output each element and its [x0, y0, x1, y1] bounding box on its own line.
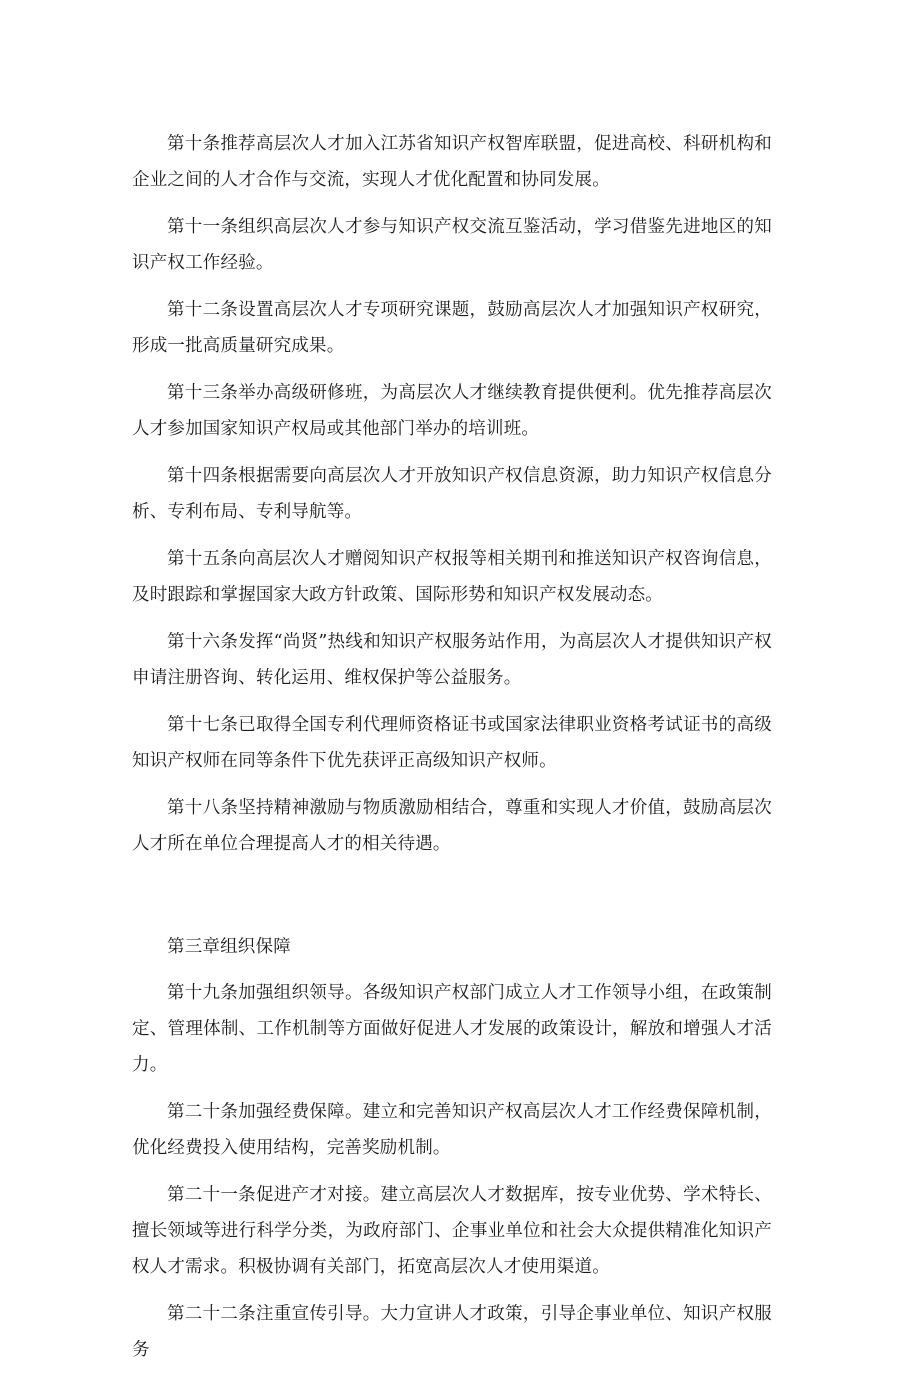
- article-12: 第十二条设置高层次人才专项研究课题，鼓励高层次人才加强知识产权研究，形成一批高质量研究成果。: [132, 300, 772, 356]
- article-16: 第十六条发挥“尚贤”热线和知识产权服务站作用，为高层次人才提供知识产权申请注册咨询、转化运用、维权保护等公益服务。: [132, 632, 772, 688]
- article-11: 第十一条组织高层次人才参与知识产权交流互鉴活动，学习借鉴先进地区的知识产权工作经验。: [132, 217, 772, 273]
- article-14: 第十四条根据需要向高层次人才开放知识产权信息资源，助力知识产权信息分析、专利布局、专利导航等。: [132, 466, 772, 522]
- article-22: 第二十二条注重宣传引导。大力宣讲人才政策，引导企事业单位、知识产权服务: [132, 1304, 772, 1360]
- article-10: 第十条推荐高层次人才加入江苏省知识产权智库联盟，促进高校、科研机构和企业之间的人才合作与交流，实现人才优化配置和协同发展。: [132, 134, 772, 190]
- article-17: 第十七条已取得全国专利代理师资格证书或国家法律职业资格考试证书的高级知识产权师在同等条件下优先获评正高级知识产权师。: [132, 715, 772, 771]
- article-18: 第十八条坚持精神激励与物质激励相结合，尊重和实现人才价值，鼓励高层次人才所在单位合理提高人才的相关待遇。: [132, 798, 772, 854]
- article-13: 第十三条举办高级研修班，为高层次人才继续教育提供便利。优先推荐高层次人才参加国家知识产权局或其他部门举办的培训班。: [132, 383, 772, 439]
- document-body: [132, 126, 772, 1379]
- section-gap: [132, 873, 772, 907]
- article-15: 第十五条向高层次人才赠阅知识产权报等相关期刊和推送知识产权咨询信息，及时跟踪和掌握国家大政方针政策、国际形势和知识产权发展动态。: [132, 549, 772, 605]
- article-21: 第二十一条促进产才对接。建立高层次人才数据库，按专业优势、学术特长、擅长领域等进行科学分类，为政府部门、企事业单位和社会大众提供精准化知识产权人才需求。积极协调有关部门，拓宽高层次人才使用渠道。: [132, 1185, 772, 1277]
- chapter-heading: 第三章组织保障: [167, 937, 291, 957]
- article-19: 第十九条加强组织领导。各级知识产权部门成立人才工作领导小组，在政策制定、管理体制、工作机制等方面做好促进人才发展的政策设计，解放和增强人才活力。: [132, 983, 772, 1075]
- article-20: 第二十条加强经费保障。建立和完善知识产权高层次人才工作经费保障机制，优化经费投入使用结构，完善奖励机制。: [132, 1102, 772, 1158]
